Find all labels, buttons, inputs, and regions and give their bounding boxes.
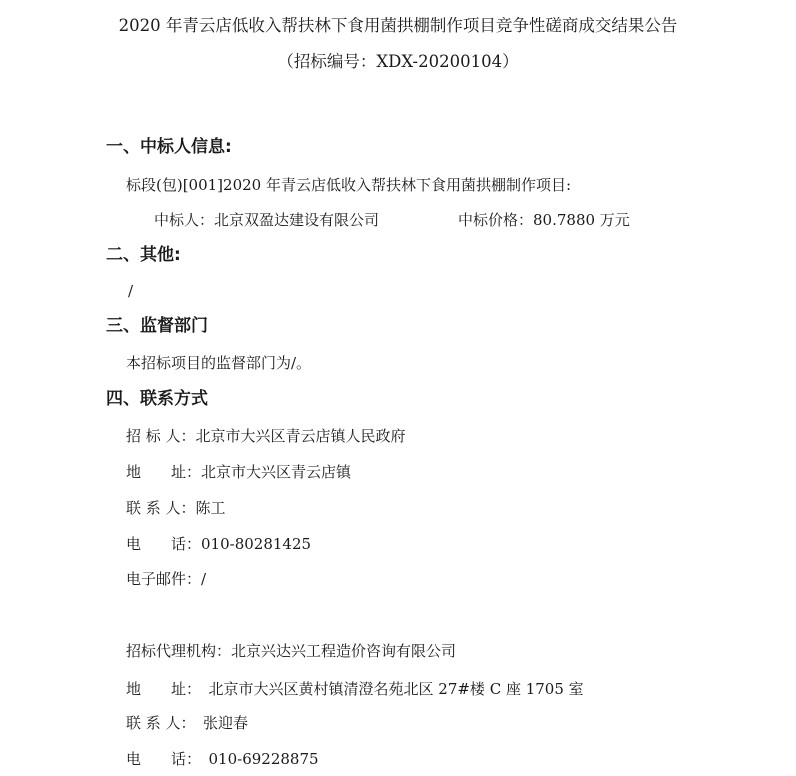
winning-price: 中标价格：80.7880 万元 — [458, 211, 630, 229]
tenderer: 招 标 人：北京市大兴区青云店镇人民政府 — [126, 427, 406, 445]
section-heading-contact: 四、联系方式 — [106, 389, 208, 409]
agency-contact: 联 系 人： 张迎春 — [126, 714, 249, 732]
lot-description: 标段(包)[001]2020 年青云店低收入帮扶林下食用菌拱棚制作项目: — [126, 176, 572, 194]
supervision-content: 本招标项目的监督部门为/。 — [126, 354, 312, 372]
tenderer-address: 地 址：北京市大兴区青云店镇 — [126, 463, 352, 481]
agency-address: 地 址： 北京市大兴区黄村镇清澄名苑北区 27#楼 C 座 1705 室 — [126, 680, 584, 698]
winner-name: 中标人：北京双盈达建设有限公司 — [154, 211, 380, 229]
tenderer-email: 电子邮件：/ — [126, 570, 207, 588]
page-title: 2020 年青云店低收入帮扶林下食用菌拱棚制作项目竞争性磋商成交结果公告 — [118, 16, 678, 35]
tenderer-contact: 联 系 人：陈工 — [126, 499, 226, 517]
agency-name: 招标代理机构：北京兴达兴工程造价咨询有限公司 — [126, 642, 457, 660]
section-heading-supervision: 三、监督部门 — [106, 316, 208, 336]
section-heading-winner: 一、中标人信息: — [106, 137, 232, 157]
other-content: / — [128, 282, 134, 300]
tenderer-phone: 电 话：010-80281425 — [126, 535, 312, 553]
bid-number: （招标编号：XDX-20200104） — [277, 52, 519, 71]
agency-phone: 电 话： 010-69228875 — [126, 750, 319, 768]
section-heading-other: 二、其他: — [106, 245, 181, 265]
